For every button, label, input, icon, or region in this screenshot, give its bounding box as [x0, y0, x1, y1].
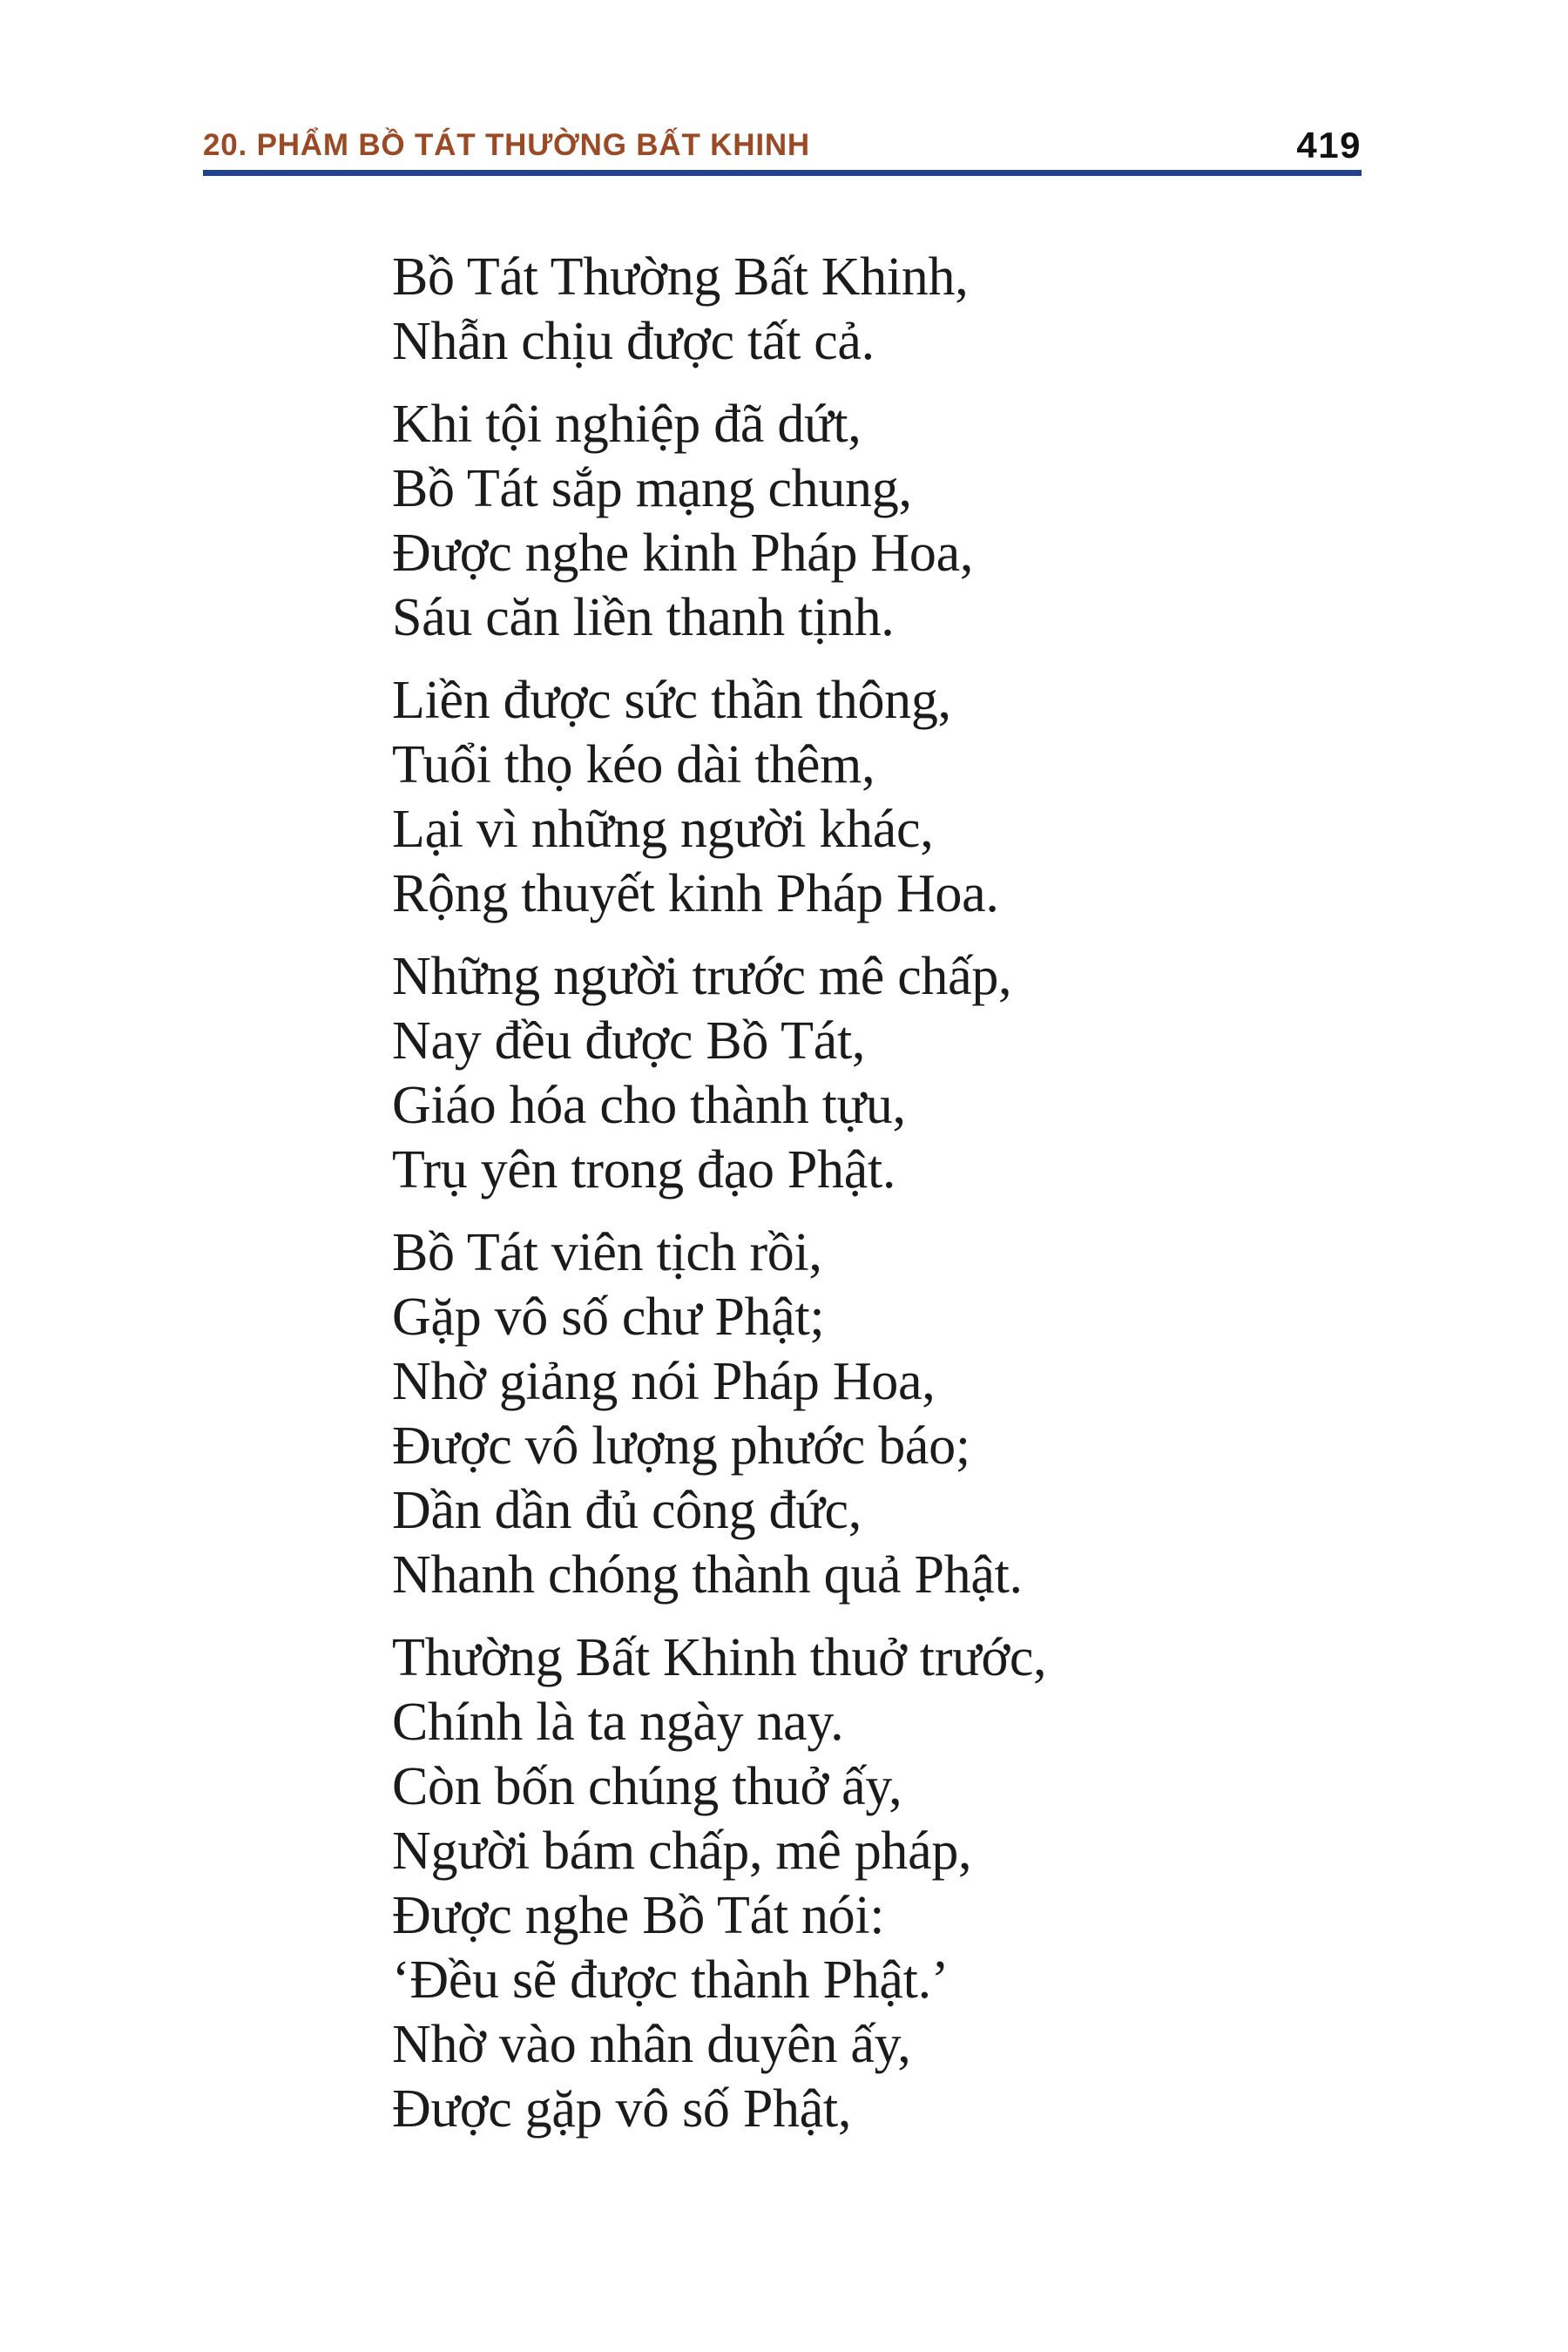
verse-line: Khi tội nghiệp đã dứt, — [392, 395, 862, 454]
stanza — [392, 392, 1490, 650]
stanza — [392, 944, 1490, 1202]
verse-line: Được vô lượng phước báo; — [392, 1416, 970, 1476]
chapter-title: 20. PHẨM BỒ TÁT THƯỜNG BẤT KHINH — [203, 128, 810, 162]
verse-line: Sáu căn liền thanh tịnh. — [392, 588, 895, 647]
verse-line: Được nghe Bồ Tát nói: — [392, 1886, 885, 1945]
verse-line: Người bám chấp, mê pháp, — [392, 1821, 972, 1881]
verse-line: Trụ yên trong đạo Phật. — [392, 1140, 896, 1200]
stanza — [392, 1625, 1490, 2141]
stanza — [392, 245, 1490, 374]
stanza — [392, 668, 1490, 926]
page-header — [203, 127, 1362, 164]
stanza — [392, 1220, 1490, 1607]
verse-line: Bồ Tát viên tịch rồi, — [392, 1223, 822, 1282]
verse-line: Gặp vô số chư Phật; — [392, 1288, 825, 1347]
verse-line: Những người trước mê chấp, — [392, 947, 1012, 1006]
verse-line: Nhờ giảng nói Pháp Hoa, — [392, 1352, 936, 1411]
verse-line: ‘Đều sẽ được thành Phật.’ — [392, 1950, 950, 2010]
page-number: 419 — [1296, 125, 1362, 166]
verse-line: Còn bốn chúng thuở ấy, — [392, 1757, 902, 1816]
verse-line: Nhờ vào nhân duyên ấy, — [392, 2015, 911, 2074]
verse-line: Bồ Tát Thường Bất Khinh, — [392, 247, 969, 307]
verse-line: Thường Bất Khinh thuở trước, — [392, 1628, 1047, 1687]
verse-line: Giáo hóa cho thành tựu, — [392, 1076, 906, 1135]
verse-line: Được gặp vô số Phật, — [392, 2079, 852, 2139]
verse-line: Được nghe kinh Pháp Hoa, — [392, 524, 974, 583]
verse-line: Nhẫn chịu được tất cả. — [392, 312, 875, 371]
verse-line: Rộng thuyết kinh Pháp Hoa. — [392, 864, 999, 923]
verse-line: Bồ Tát sắp mạng chung, — [392, 459, 912, 518]
verse-line: Liền được sức thần thông, — [392, 671, 951, 730]
verse-body — [392, 245, 1490, 2159]
verse-line: Chính là ta ngày nay. — [392, 1693, 844, 1752]
verse-line: Nay đều được Bồ Tát, — [392, 1011, 866, 1071]
header-divider-rule — [203, 170, 1362, 176]
verse-line: Lại vì những người khác, — [392, 800, 934, 859]
verse-line: Dần dần đủ công đức, — [392, 1481, 862, 1540]
verse-line: Tuổi thọ kéo dài thêm, — [392, 735, 875, 794]
verse-line: Nhanh chóng thành quả Phật. — [392, 1545, 1023, 1605]
